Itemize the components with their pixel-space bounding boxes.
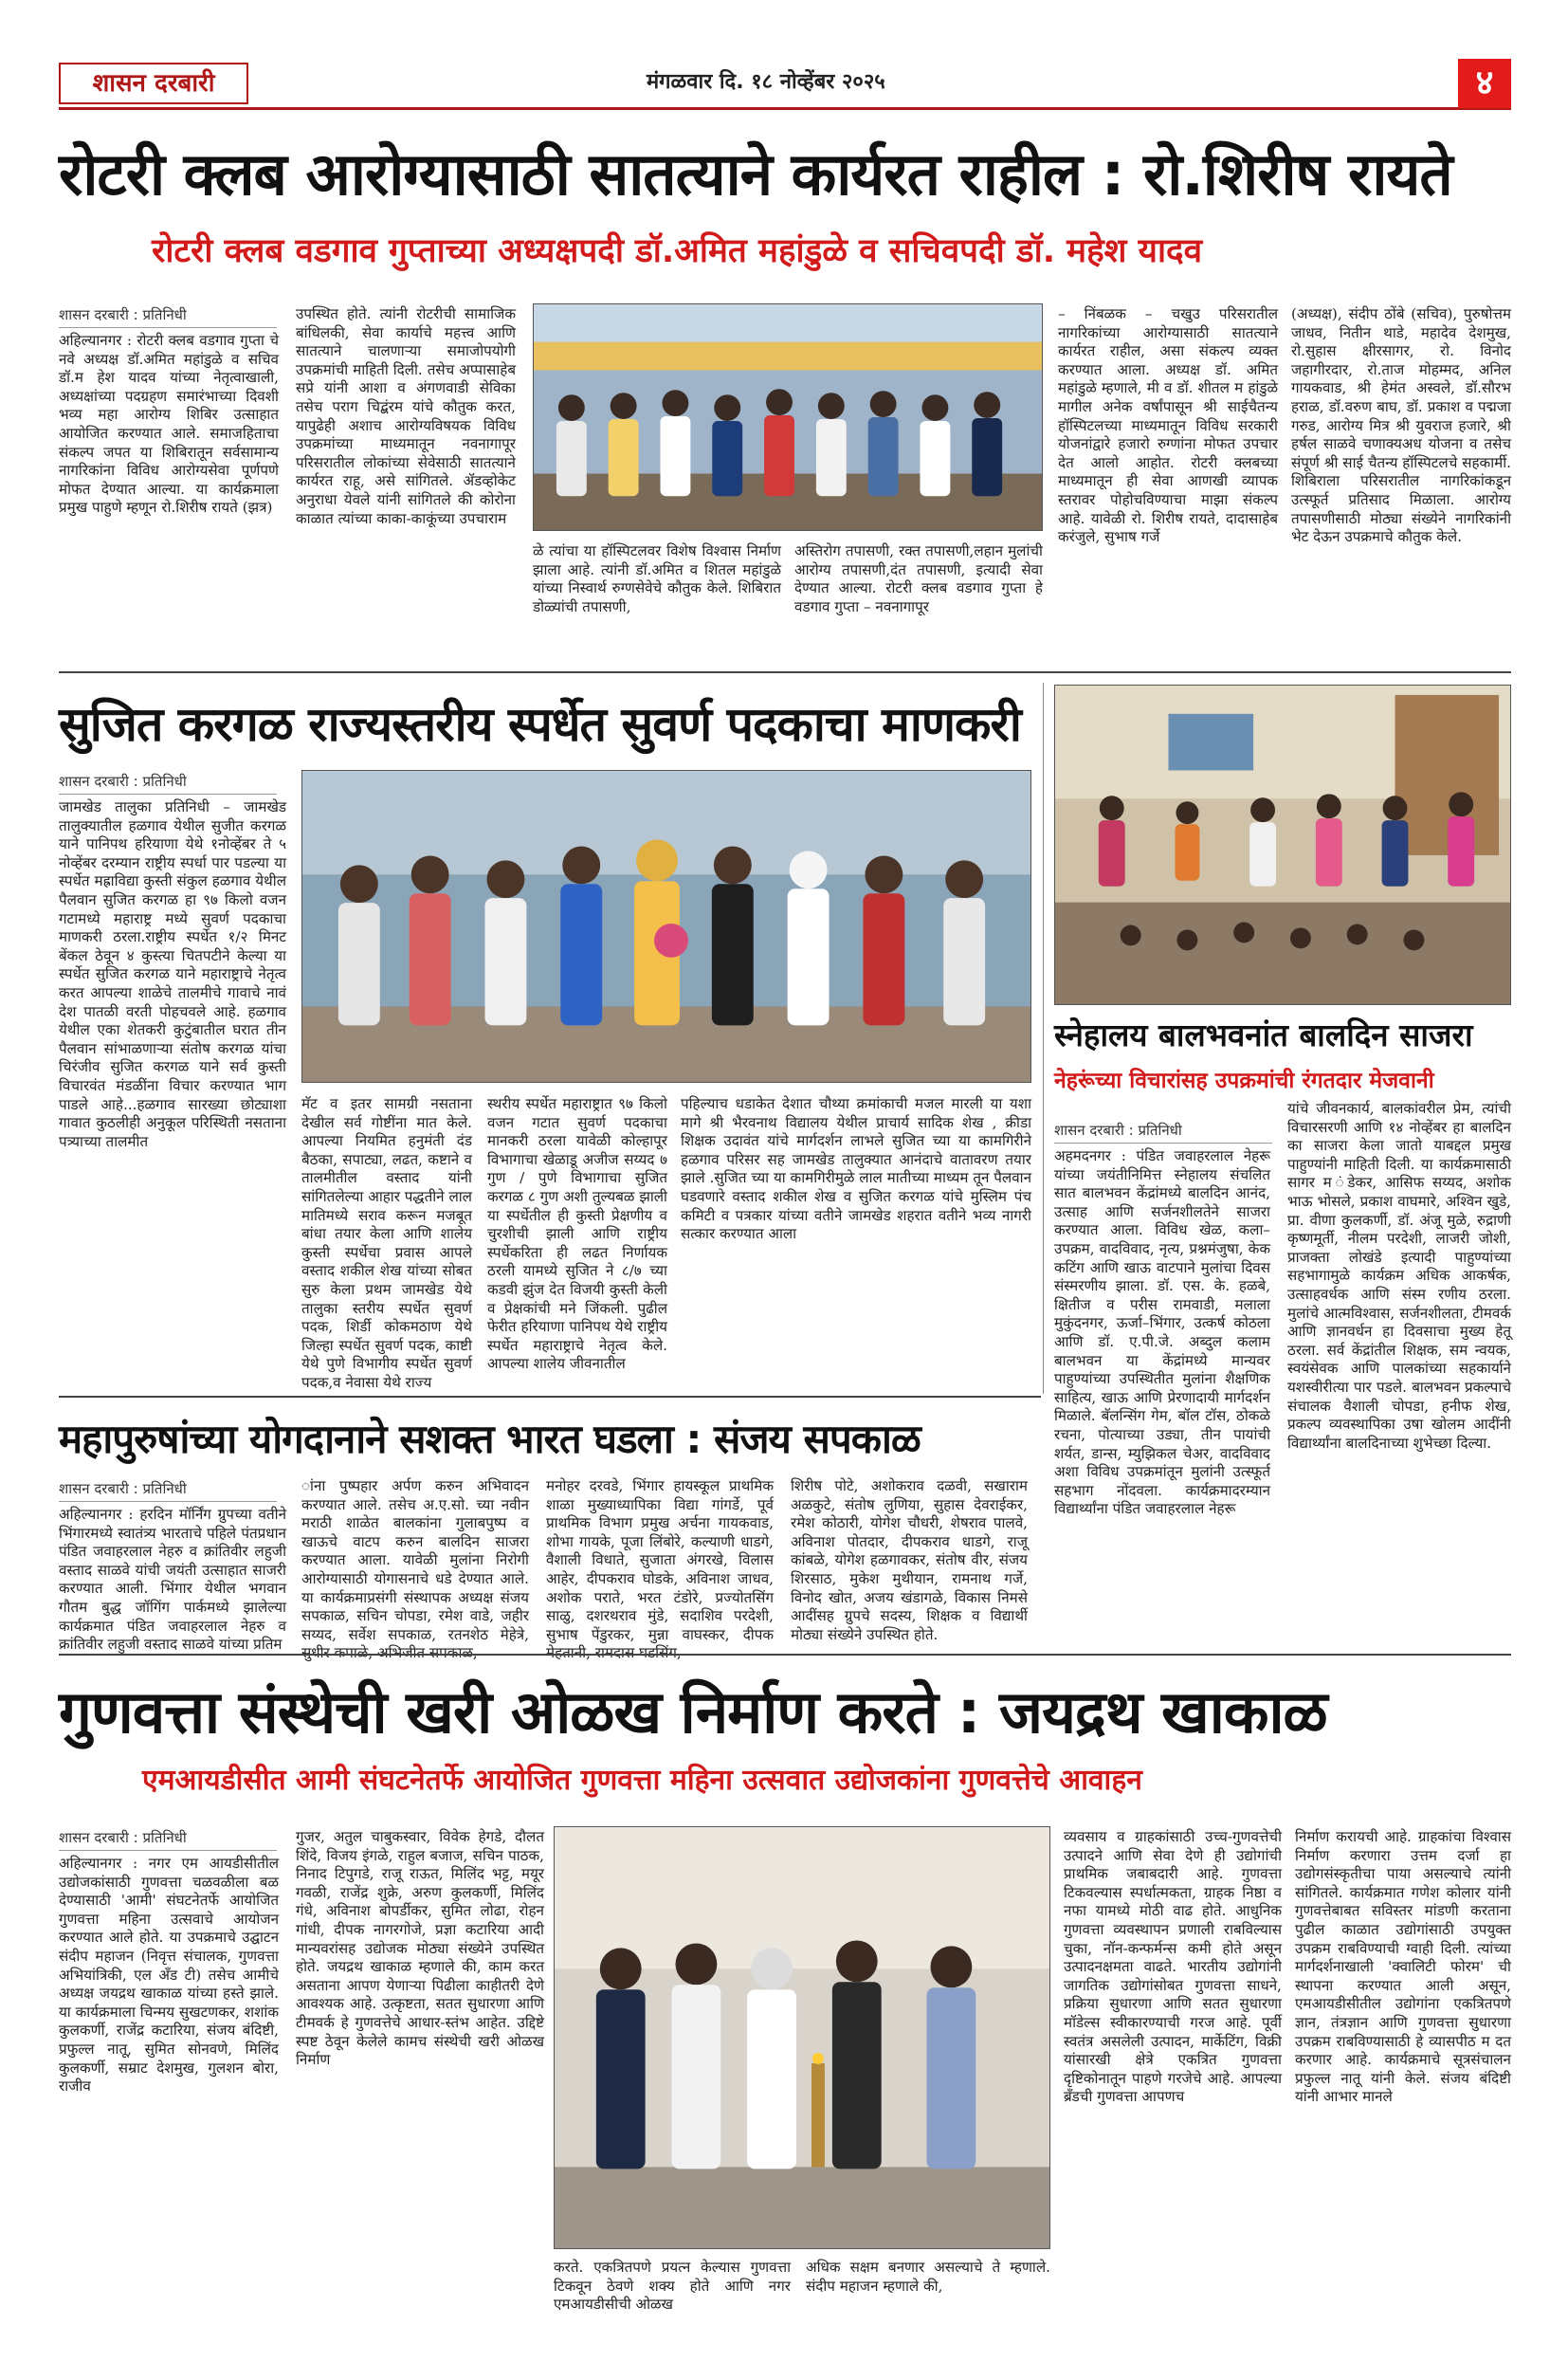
- story3-byline: शासन दरबारी : प्रतिनिधी: [1054, 1121, 1272, 1144]
- story5-col6: निर्माण करायची आहे. ग्राहकांचा विश्वास निर्माण करणारा उत्तम दर्जा हा उद्योगसंस्कृतीचा पाया असल्याचे त्यांनी सांगितले. कार्यक्रमात गणेश कोलार यांनी गुणवत्तेबाबत सविस्तर मांडणी करताना पुढील काळात उद्योगांसाठी उपयुक्त उपक्रम राबविण्याची ग्वाही दिली. त्यांच्या मार्गदर्शनाखाली 'क्वालिटी फोरम' ची स्थापना करण्यात आली असून, एमआयडीसीतील उद्योगांना एकत्रितपणे ज्ञान, तंत्रज्ञान आणि गुणवत्ता सुधारणा उपक्रम राबविण्यासाठी हे व्यासपीठ म दत करणार आहे. कार्यक्रमाचे सूत्रसंचालन प्रफुल्ल नातू यांनी केले. संजय बंदिष्टी यांनी आभार मानले: [1295, 1828, 1511, 2106]
- story4-col3: मनोहर दरवडे, भिंगार हायस्कूल प्राथमिक शाळा मुख्याध्यापिका विद्या गांगर्डे, पूर्व प्राथमिक विभाग प्रमुख अर्चना गायकवाड, शोभा गायके, पूजा लिंबोरे, कल्याणी धाडगे, वैशाली विधाते, सुजाता अंगरखे, विलास आहेर, दीपकराव घोडके, अविनाश जाधव, अशोक पराते, भरत टंडोरे, प्रज्योतसिंग साळु, दशरथराव मुंडे, सदाशिव परदेशी, सुभाष पेंडुरकर, मुन्ना वाघस्कर, दीपक: [546, 1477, 774, 1643]
- story4-byline: शासन दरबारी : प्रतिनिधी: [59, 1479, 277, 1502]
- story1-col5: – निंबळक – चखुउ परिसरातील नागरिकांच्या आरोग्यासाठी सातत्याने कार्यरत राहील, असा संकल्प व्यक्त करण्यात आला. अध्यक्ष डॉ. अमित महांडुळे म्हणाले, मी व डॉ. शीतल म हांडुळे मागील अनेक वर्षांपासून श्री साईचैतन्य हॉस्पिटलच्या माध्यमातून विविध सरकारी योजनांद्वारे हजारो रुग्णांना मोफत उपचार देत आलो आहोत. रोटरी क्लबच्या माध्यमातून ही सेवा आणखी व्यापक स्तरावर पोहोचविण्याचा माझा संकल्प आहे. यावेळी रो. शिरीष रायते, दादासाहेब करंजुले, सुभाष गर्जे: [1058, 305, 1278, 546]
- story2-col1: जामखेड तालुका प्रतिनिधी – जामखेड तालुक्यातील हळगाव येथील सुजीत करगळ याने पानिपथ हरियाणा येथे १नोव्हेंबर ते ५ नोव्हेंबर दरम्यान राष्ट्रीय स्पर्धा पार पडल्या या स्पर्धेत मह्राविद्या कुस्ती संकुल हळगाव येथील पैलवान सुजित करगळ हा ९७ किलो वजन गटामध्ये महाराष्ट्र मध्ये सुवर्ण पदकाचा माणकरी ठरला.राष्ट्रीय स्पर्धेत १/२ मिनट बेंकल ठेवून ४ कुस्त्या चितपटीने केल्या या स्पर्धेत सुजित करगळ याने महाराष्ट्राचे नेतृत्व करत आपल्या शाळेचे तालमीचे गावाचे नावं देश पातळी वरती पोहचवले आहे. हळगाव येथील एका शेतकरी कुटुंबातील घरात तीन पैलवान सांभाळणाऱ्या संतोष करगळ यांचा चिरंजीव सुजित करगळ याने सर्व कुस्ती विचारवंत मंडळींना विचार करण्यात भाग पाडले आहे...हळगाव सारख्या छोट्याशा गावात कुठलीही अनुकूल परिस्थिती नसताना पत्र्याच्या तालमीत: [59, 798, 286, 1150]
- story5-byline: शासन दरबारी : प्रतिनिधी: [59, 1828, 277, 1851]
- story5-photo: [554, 1826, 1050, 2249]
- story4-headline: महापुरुषांच्या योगदानाने सशक्त भारत घडला : संजय सपकाळ: [59, 1416, 921, 1462]
- story1-photo: [533, 303, 1043, 531]
- story1-subhead: रोटरी क्लब वडगाव गुप्ताच्या अध्यक्षपदी डॉ.अमित महांडुळे व सचिवपदी डॉ. महेश यादव: [152, 232, 1203, 270]
- story5-headline: गुणवत्ता संस्थेची खरी ओळख निर्माण करते : जयद्रथ खाकाळ: [59, 1677, 1327, 1747]
- issue-date: मंगळवार दि. १८ नोव्हेंबर २०२५: [647, 70, 885, 94]
- story5-col3: करते. एकत्रितपणे प्रयत्न केल्यास गुणवत्ता टिकवून ठेवणे शक्य होते आणि नगर एमआयडीसीची ओळख: [554, 2259, 791, 2314]
- story4-col1: अहिल्यानगर : हरदिन मॉर्निंग ग्रुपच्या वतीने भिंगारमध्ये स्वातंत्र्य भारताचे पहिले पंतप्रधान पंडित जवाहरलाल नेहरु व क्रांतिवीर लहुजी वस्ताद साळवे यांची जयंती उत्साहात साजरी करण्यात आली. भिंगार येथील भगवान गौतम बुद्ध जॉगिंग पार्कमध्ये झालेल्या कार्यक्रमात पंडित जवाहरलाल नेहरु व क्रांतिवीर लहुजी वस्ताद साळवे यांच्या प्रतिम: [59, 1506, 286, 1654]
- story1-col6: (अध्यक्ष), संदीप ठोंबे (सचिव), पुरुषोत्तम जाधव, नितीन थाडे, महादेव देशमुख, रो.सुहास क्षीरसागर, रो. विनोद जहागीरदार, रो.ताज मोहम्मद, अनिल गायकवाड, श्री हेमंत अस्वले, डॉ.सौरभ हराळ, डॉ.वरुण बाघ, डॉ. प्रकाश व पद्मजा गरुड, आरोग्य मित्र श्री युवराज हजारे, श्री हर्षल साळवे चणाक्यअध योजना व तसेच संपूर्ण श्री साई चैतन्य हॉस्पिटलचे सहकार्मी. शिबिराला परिसरातील नागरिकांकडून उत्स्फूर्त प्रतिसाद मिळाला. आरोग्य तपासणीसाठी मोठ्या संख्येने नागरिकांनी भेट देऊन उपक्रमाचे कौतुक केले.: [1291, 305, 1511, 546]
- story5-col4: अधिक सक्षम बनणार असल्याचे ते म्हणाले. संदीप महाजन म्हणाले की,: [806, 2259, 1050, 2295]
- story1-col2: उपस्थित होते. त्यांनी रोटरीची सामाजिक बांधिलकी, सेवा कार्याचे महत्त्व आणि सातत्याने चालणाऱ्या समाजोपयोगी उपक्रमांची माहिती दिली. तसेच अप्पासाहेब सप्रे यांनी आशा व अंगणवाडी सेविका तसेच पराग चिद्बंरम यांचे कौतुक करत, यापुढेही अशाच आरोग्यविषयक विविध उपक्रमांच्या माध्यमातून नवनागापूर परिसरातील लोकांच्या सेवेसाठी सातत्याने कार्यरत राहू, असे सांगितले. ॲडव्होकेट अनुराधा येवले यांनी सांगितले की कोरोना काळात त्यांच्या काका-काकूंच्या उपचाराम: [296, 305, 516, 527]
- story1-col3: ळे त्यांचा या हॉस्पिटलवर विशेष विश्वास निर्माण झाला आहे. त्यांनी डॉ.अमित व शितल महांडुळे यांच्या निस्वार्थ रुग्णसेवेचे कौतुक केले. शिबिरात डोळ्यांची तपासणी,: [533, 542, 781, 615]
- newspaper-logo: शासन दरबारी: [59, 63, 248, 104]
- divider: [59, 1654, 1511, 1656]
- story2-col3: स्थरीय स्पर्धेत महाराष्ट्रात ९७ किलो वजन गटात सुवर्ण पदकाचा मानकरी ठरला यावेळी कोल्हापूर विभागाचा खेळाडू अजीज सय्यद ७ गुण / पुणे विभागाचा सुजित करगळ ८ गुण अशी तुल्यबळ झाली या स्पर्धेतील ही कुस्ती प्रेक्षणीय व चुरशीची झाली आणि राष्ट्रीय स्पर्धेकरिता ही लढत निर्णायक ठरली यामध्ये सुजित ने ८/७ च्या कडवी झुंज देत विजयी कुस्ती केली व प्रेक्षकांची मने जिंकली. पुढील फेरीत हरियाणा पानिपथ येथे राष्ट्रीय स्पर्धेत महाराष्ट्राचे नेतृत्व केले. आपल्या शालेय जीवनातील: [487, 1095, 667, 1373]
- story3-col2: यांचे जीवनकार्य, बालकांवरील प्रेम, त्यांची विचारसरणी आणि १४ नोव्हेंबर हा बालदिन का साजरा केला जातो याबद्दल प्रमुख पाहुण्यांनी माहिती दिली. या कार्यक्रमासाठी सागर म ंडेकर, आसिफ सय्यद, अशोक भाऊ भोसले, प्रकाश वाघमारे, अश्विन खुडे, प्रा. वीणा कुलकर्णी, डॉ. अंजू मुळे, रुद्राणी कृष्णमूर्ती, नीलम परदेशी, लाजरी जोशी, प्राजक्ता लोखंडे इत्यादी पाहुण्यांच्या सहभागामुळे कार्यक्रम अधिक आकर्षक, उत्साहवर्धक आणि संस्म रणीय ठरला. मुलांचे आत्मविश्वास, सर्जनशीलता, टीमवर्क आणि ज्ञानवर्धन हा दिवसाचा मुख्य हेतू ठरला. सर्व केंद्रांतील शिक्षक, सम न्वयक, स्वयंसेवक आणि पालकांच्या सहकार्याने यशस्वीरीत्या पार पडले. बालभवन प्रकल्पाचे संचालक वैशाली चोपडा, हनीफ शेख, प्रकल्प व्यवस्थापिका उषा खोलम आदींनी विद्यार्थ्यांना बालदिनाच्या शुभेच्छा दिल्या.: [1287, 1100, 1511, 1452]
- story1-byline: शासन दरबारी : प्रतिनिधी: [59, 305, 277, 328]
- story5-subhead: एमआयडीसीत आमी संघटनेतर्फे आयोजित गुणवत्ता महिना उत्सवात उद्योजकांना गुणवत्तेचे आवाहन: [142, 1764, 1142, 1797]
- divider: [59, 671, 1511, 673]
- story5-col5: व्यवसाय व ग्राहकांसाठी उच्च-गुणवत्तेची उत्पादने आणि सेवा देणे ही उद्योगांची प्राथमिक जबाबदारी आहे. गुणवत्ता टिकवल्यास स्पर्धात्मकता, ग्राहक निष्ठा व नफा यामध्ये मोठी वाढ होते. आधुनिक गुणवत्ता व्यवस्थापन प्रणाली राबविल्यास चुका, नॉन-कन्फर्मन्स कमी होते असून उत्पादनक्षमता वाढते. भारतीय उद्योगांनी जागतिक उद्योगांसोबत गुणवत्ता साधने, प्रक्रिया सुधारणा आणि सतत सुधारणा मॉडेल्स स्वीकारण्याची गरज आहे. पूर्वी स्वतंत्र असलेली उत्पादन, मार्केटिंग, विक्री यांसारखी क्षेत्रे एकत्रित गुणवत्ता दृष्टिकोनातून पाहणे गरजेचे आहे. आपल्या ब्रँडची गुणवत्ता आपणच: [1064, 1828, 1282, 2106]
- story2-headline: सुजित करगळ राज्यस्तरीय स्पर्धेत सुवर्ण पदकाचा माणकरी: [59, 697, 1021, 752]
- story2-byline: शासन दरबारी : प्रतिनिधी: [59, 772, 277, 795]
- story2-photo: [301, 770, 1031, 1083]
- story1-headline: रोटरी क्लब आरोग्यासाठी सातत्याने कार्यरत राहील : रो.शिरीष रायते: [59, 139, 1452, 209]
- story3-headline: स्नेहालय बालभवनांत बालदिन साजरा: [1054, 1016, 1473, 1053]
- page-number: ४: [1458, 59, 1511, 108]
- column-divider: [1043, 683, 1044, 1394]
- story3-col1: अहमदनगर : पंडित जवाहरलाल नेहरू यांच्या जयंतीनिमित्त स्नेहालय संचलित सात बालभवन केंद्रांमध्ये बालदिन आनंद, उत्साह आणि सर्जनशीलतेने साजरा करण्यात आला. विविध खेळ, कला–उपक्रम, वादविवाद, नृत्य, प्रश्नमंजुषा, केक कटिंग आणि खाऊ वाटपाने मुलांचा दिवस संस्मरणीय झाला. डॉ. एस. के. हळबे, क्षितीज व परीस रामवाडी, मलाला मुकुंदनगर, ऊर्जा–भिंगार, उत्कर्ष कोठला आणि डॉ. ए.पी.जे. अब्दुल कलाम बालभवन या केंद्रांमध्ये मान्यवर पाहुण्यांच्या उपस्थितीत मुलांना शैक्षणिक साहित्य, खाऊ आणि प्रेरणादायी मार्गदर्शन मिळाले. बॅलन्सिंग गेम, बॉल टॉस, ठोकळे रचना, पोत्याच्या उड्या, तीन पायांची शर्यत, डान्स, म्युझिकल चेअर, वादविवाद अशा विविध उपक्रमांतून मुलांनी उत्स्फूर्त सहभाग नोंदवला. कार्यक्रमादरम्यान विद्यार्थ्यांना पंडित जवाहरलाल नेहरू: [1054, 1147, 1270, 1518]
- story5-col1: अहिल्यानगर : नगर एम आयडीसीतील उद्योजकांसाठी गुणवत्ता चळवळीला बळ देण्यासाठी 'आमी' संघटनेतर्फे आयोजित गुणवत्ता महिना उत्सवाचे आयोजन करण्यात आले होते. या उपक्रमाचे उद्घाटन संदीप महाजन (निवृत्त संचालक, गुणवत्ता अभियांत्रिकी, एल अँड टी) तसेच आमीचे अध्यक्ष जयद्रथ खाकाळ यांच्या हस्ते झाले. या कार्यक्रमाला चिन्मय सुखटणकर, शशांक कुलकर्णी, राजेंद्र कटारिया, संजय बंदिष्टी, प्रफुल्ल नातू, सुमित सोनवणे, मिलिंद कुलकर्णी, सम्राट देशमुख, गुलशन बोरा, राजीव: [59, 1855, 279, 2096]
- story3-photo: [1054, 685, 1511, 1005]
- story3-subhead: नेहरूंच्या विचारांसह उपक्रमांची रंगतदार मेजवानी: [1054, 1069, 1434, 1093]
- story2-col2: मॅट व इतर सामग्री नसताना देखील सर्व गोष्टींना मात केले. आपल्या नियमित हनुमंती दंड बैठका, सपाट्या, लढत, कष्टाने व तालमीतील वस्ताद यांनी सांगितलेल्या आहार पद्धतीने लाल मातिमध्ये सराव करून मजबूत बांधा तयार केला आणि शालेय कुस्ती स्पर्धेचा प्रवास आपले वस्ताद शकील शेख यांच्या सोबत सुरु केला प्रथम जामखेड येथे तालुका स्तरीय स्पर्धेत सुवर्ण पदक, शिर्डी कोकमठाण येथे जिल्हा स्पर्धेत सुवर्ण पदक, काष्टी येथे पुणे विभागीय स्पर्धेत सुवर्ण पदक,व नेवासा येथे राज्य: [301, 1095, 472, 1391]
- story4-col2: ांना पुष्पहार अर्पण करुन अभिवादन करण्यात आले. तसेच अ.ए.सो. च्या नवीन मराठी शाळेत बालकांना गुलाबपुष्प व खाऊचे वाटप करुन बालदिन साजरा करण्यात आला. यावेळी मुलांना निरोगी आरोग्यासाठी योगासनाचे धडे देण्यात आले. या कार्यक्रमाप्रसंगी संस्थापक अध्यक्ष संजय सपकाळ, सचिन चोपडा, रमेश वाडे, जहीर सय्यद, सर्वेश सपकाळ, रतनशेठ मेहेत्रे,: [301, 1477, 529, 1643]
- story1-col1: अहिल्यानगर : रोटरी क्लब वडगाव गुप्ता चे नवे अध्यक्ष डॉ.अमित महांडुळे व सचिव डॉ.म हेश यादव यांच्या नेतृत्वाखाली, अध्यक्षांच्या पदग्रहण समारंभाच्या दिवशी भव्य महा आरोग्य शिबिर उत्साहात आयोजित करण्यात आले. समाजहिताचा संकल्प जपत या शिबिरातून सर्वसामान्य नागरिकांना विविध आरोग्यसेवा पूर्णपणे मोफत देण्यात आल्या. या कार्यक्रमाला प्रमुख पाहुणे म्हणून रो.शिरीष रायते (झत्र): [59, 332, 279, 517]
- divider: [59, 1396, 1041, 1398]
- story5-col2: गुजर, अतुल चाबुकस्वार, विवेक हेगडे, दौलत शिंदे, विजय इंगळे, राहुल बजाज, सचिन पाठक, निनाद टिपुगडे, राजू राऊत, मिलिंद भट्ट, मयूर गवळी, राजेंद्र शुक्रे, अरुण कुलकर्णी, मिलिंद गंधे, अविनाश बोपर्डीकर, सुमित लोढा, रोहन गांधी, दीपक नागरगोजे, प्रज्ञा कटारिया आदी मान्यवरांसह उद्योजक मोठ्या संख्येने उपस्थित होते. जयद्रथ खाकाळ म्हणाले की, काम करत असताना आपण येणाऱ्या पिढीला काहीतरी देणे आवश्यक आहे. उत्कृष्टता, सतत सुधारणा आणि टीमवर्क हे गुणवत्तेचे आधार-स्तंभ आहेत. उद्दिष्टे स्पष्ट ठेवून केलेले कामच संस्थेची खरी ओळख निर्माण: [296, 1828, 544, 2069]
- masthead: [59, 59, 1511, 110]
- story2-col4: पहिल्याच धडाकेत देशात चौथ्या क्रमांकाची मजल मारली या यशा मागे श्री भैरवनाथ विद्यालय येथील प्राचार्य सादिक शेख , क्रीडा शिक्षक उदावंत यांचे मार्गदर्शन लाभले सुजित च्या या कामगिरीने हळगाव परिसर सह जामखेड तालुक्यात आनंदाचे वातावरण तयार झाले .सुजित च्या या कामगिरीमुळे लाल मातीच्या माध्यम तून पैलवान घडवणारे वस्ताद शकील शेख व सुजित करगळ यांचे मुस्लिम पंच कमिटी व पत्रकार यांच्या वतीने जामखेड शहरात वतीने भव्य नागरी सत्कार करण्यात आला: [681, 1095, 1031, 1243]
- story1-col4: अस्तिरोग तपासणी, रक्त तपासणी,लहान मुलांची आरोग्य तपासणी,दंत तपासणी, इत्यादी सेवा देण्यात आल्या. रोटरी क्लब वडगाव गुप्ता हे वडगाव गुप्ता – नवनागापूर: [794, 542, 1043, 615]
- story4-col4: शिरीष पोटे, अशोकराव दळवी, सखाराम अळकुटे, संतोष लुणिया, सुहास देवराईकर, रमेश कोठारी, योगेश चौधरी, शेषराव पालवे, अविनाश पोतदार, दीपकराव धाडगे, राजू कांबळे, योगेश हळगावकर, संतोष वीर, संजय शिरसाठ, मुकेश मुथीयान, रामनाथ गर्जे, विनोद खोत, अजय खंडागळे, विकास निमसे आदींसह ग्रुपचे सदस्य, शिक्षक व विद्यार्थी मोठ्या संख्येने उपस्थित होते.: [791, 1477, 1028, 1643]
